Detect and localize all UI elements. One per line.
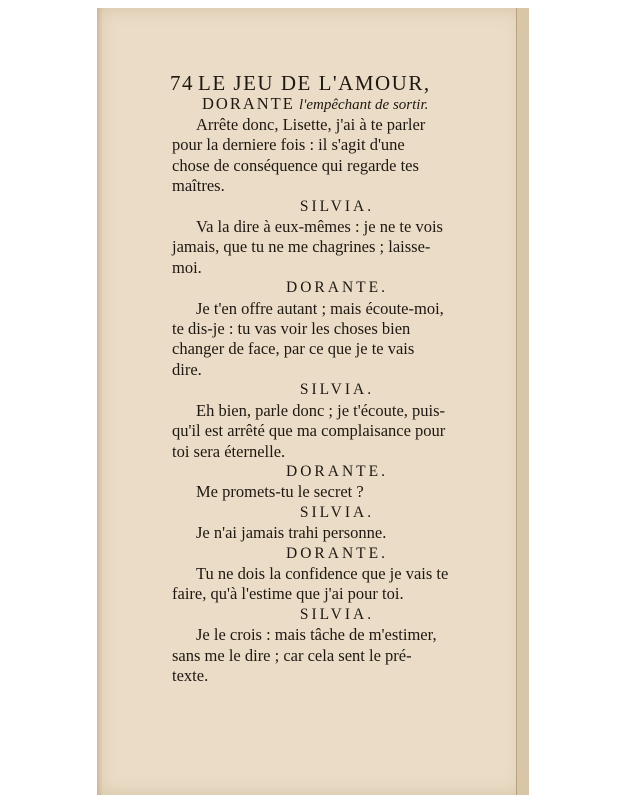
speech-line: dire. [172, 359, 202, 379]
speaker-name: DORANTE. [286, 544, 388, 562]
speech-paragraph [172, 523, 502, 543]
speech-line: maîtres. [172, 176, 225, 196]
speech-line: Je le crois : mais tâche de m'estimer, [196, 625, 437, 645]
speaker-name: DORANTE. [286, 279, 388, 297]
speech-line: Eh bien, parle donc ; je t'écoute, puis- [196, 400, 446, 420]
speech-line: faire, qu'à l'estime que j'ai pour toi. [172, 584, 404, 604]
speech-line: Va la dire à eux-mêmes : je ne te vois [196, 217, 443, 237]
speech-line: Je n'ai jamais trahi personne. [196, 523, 387, 543]
stage-direction-text: l'empêchant de sortir. [298, 97, 429, 113]
running-head [170, 72, 502, 94]
speech-paragraph [172, 564, 502, 605]
speech-line: Je t'en offre autant ; mais écoute-moi, [196, 298, 444, 318]
speech-line: chose de conséquence qui regarde tes [172, 155, 419, 175]
speech-line: Me promets-tu le secret ? [196, 482, 364, 502]
speech-paragraph [172, 482, 502, 502]
dialogue [172, 115, 502, 686]
running-head-title: LE JEU DE L'AMOUR, [198, 71, 431, 95]
speech-line: texte. [172, 665, 209, 685]
speech-line: te dis-je : tu vas voir les choses bien [172, 319, 411, 339]
page-number: 74 [170, 71, 194, 95]
stage-direction [202, 94, 502, 115]
speech-line: Arrête donc, Lisette, j'ai à te parler [196, 115, 426, 134]
speech-paragraph [172, 299, 502, 381]
page-text [172, 72, 502, 686]
speaker-name: DORANTE. [286, 462, 388, 480]
speech-line: sans me le dire ; car cela sent le pré- [172, 645, 412, 665]
speech-line: pour la derniere fois : il s'agit d'une [172, 135, 405, 155]
speaker-name: SILVIA. [299, 503, 375, 521]
speech-line: toi sera éternelle. [172, 441, 286, 461]
adjacent-page-edge [516, 8, 529, 795]
speech-line: jamais, que tu ne me chagrines ; laisse- [172, 237, 431, 257]
speech-line: changer de face, par ce que je te vais [172, 339, 415, 359]
stage-direction-speaker: DORANTE [202, 94, 295, 113]
speaker-name: SILVIA. [299, 197, 375, 215]
speech-paragraph [172, 401, 502, 462]
speech-paragraph [172, 115, 502, 197]
gutter-shadow [97, 8, 103, 795]
speaker-name: SILVIA. [299, 605, 375, 623]
speaker-name: SILVIA. [299, 381, 375, 399]
speech-line: moi. [172, 257, 202, 277]
speech-paragraph [172, 217, 502, 278]
speech-line: qu'il est arrêté que ma complaisance pour [172, 421, 446, 441]
speech-paragraph [172, 625, 502, 686]
speech-line: Tu ne dois la confidence que je vais te [196, 563, 449, 583]
